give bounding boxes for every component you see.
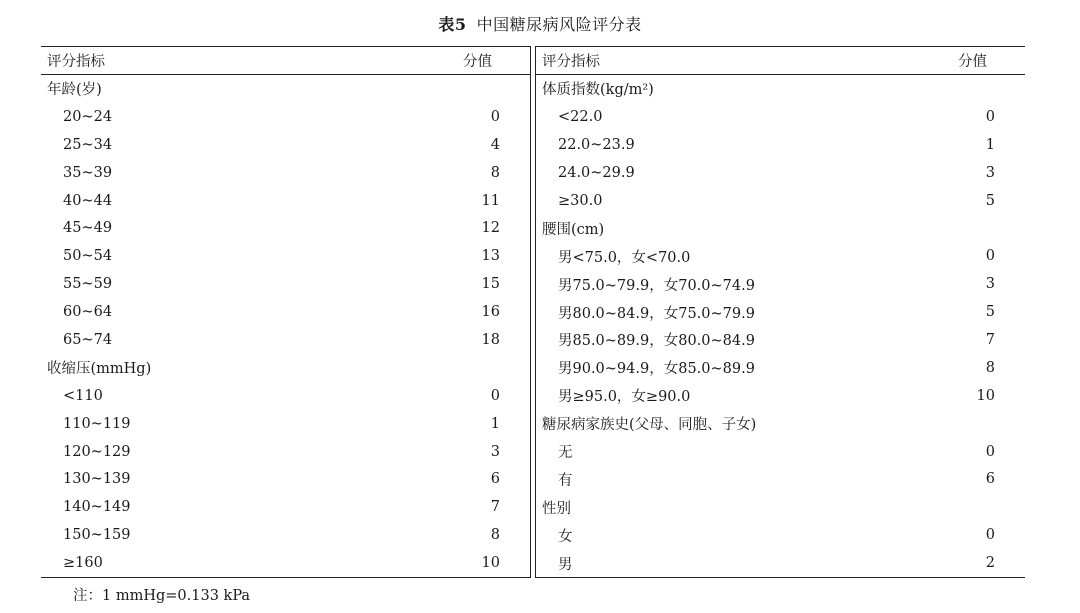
row-indicator: <22.0	[558, 108, 603, 125]
table-row	[41, 521, 530, 549]
row-score: 6	[490, 471, 500, 488]
right-table-panel	[536, 46, 1025, 578]
row-indicator: 男	[558, 556, 573, 573]
row-score: 11	[481, 192, 500, 209]
row-indicator: 男80.0~84.9，女75.0~79.9	[558, 305, 755, 322]
table-row	[41, 131, 530, 159]
table-row	[41, 438, 530, 466]
row-indicator: 糖尿病家族史(父母、同胞、子女)	[542, 417, 757, 434]
table-caption	[0, 13, 1080, 37]
row-indicator: 60~64	[63, 304, 113, 321]
table-row	[536, 131, 1025, 159]
table-row	[536, 242, 1025, 270]
row-indicator: 性别	[542, 500, 571, 517]
row-indicator: 120~129	[63, 443, 131, 460]
row-indicator: ≥30.0	[558, 192, 603, 209]
row-indicator: 男≥95.0，女≥90.0	[558, 389, 691, 406]
table-row	[41, 382, 530, 410]
row-score: 15	[481, 276, 500, 293]
left-table-panel	[41, 46, 530, 578]
row-indicator: 体质指数(kg/m²)	[542, 82, 654, 99]
table-row	[536, 187, 1025, 215]
row-score: 0	[985, 443, 995, 460]
table-group-row	[536, 75, 1025, 103]
row-indicator: <110	[63, 387, 103, 404]
row-indicator: 45~49	[63, 220, 113, 237]
row-indicator: 150~159	[63, 527, 131, 544]
row-score: 3	[985, 276, 995, 293]
row-indicator: 男75.0~79.9，女70.0~74.9	[558, 277, 755, 294]
row-indicator: 无	[558, 445, 573, 462]
table-row	[536, 521, 1025, 549]
table-row	[41, 187, 530, 215]
row-score: 5	[985, 192, 995, 209]
table-row	[41, 410, 530, 438]
table-row	[536, 270, 1025, 298]
row-score: 8	[490, 527, 500, 544]
row-indicator: 男85.0~89.9，女80.0~84.9	[558, 333, 755, 350]
right-table-body	[536, 75, 1025, 577]
table-row	[41, 270, 530, 298]
table-group-row	[536, 493, 1025, 521]
left-header-row	[41, 47, 530, 75]
row-score: 1	[985, 136, 995, 153]
row-score: 16	[481, 304, 500, 321]
table-row	[536, 159, 1025, 187]
row-indicator: 40~44	[63, 192, 113, 209]
row-indicator: 男<75.0，女<70.0	[558, 249, 691, 266]
row-indicator: 110~119	[63, 415, 131, 432]
row-indicator: 25~34	[63, 136, 113, 153]
table-row	[41, 298, 530, 326]
row-score: 0	[985, 248, 995, 265]
left-table-body	[41, 75, 530, 577]
row-score: 10	[976, 387, 995, 404]
row-indicator: 20~24	[63, 108, 113, 125]
row-score: 8	[490, 164, 500, 181]
row-score: 7	[490, 499, 500, 516]
row-indicator: 65~74	[63, 331, 113, 348]
table-group-row	[536, 214, 1025, 242]
table-row	[41, 493, 530, 521]
table-row	[536, 549, 1025, 577]
row-score: 3	[490, 443, 500, 460]
row-indicator: 140~149	[63, 499, 131, 516]
table-row	[536, 103, 1025, 131]
left-header-indicator: 评分指标	[47, 54, 105, 70]
row-score: 18	[481, 331, 500, 348]
table-row	[536, 298, 1025, 326]
table-row	[41, 103, 530, 131]
table-row	[536, 382, 1025, 410]
row-score: 5	[985, 304, 995, 321]
row-score: 3	[985, 164, 995, 181]
left-header-score: 分值	[463, 54, 492, 70]
row-indicator: 有	[558, 472, 573, 489]
row-indicator: 50~54	[63, 248, 113, 265]
table-row	[41, 242, 530, 270]
row-score: 12	[481, 220, 500, 237]
row-indicator: 女	[558, 528, 573, 545]
table-row	[536, 354, 1025, 382]
row-score: 8	[985, 359, 995, 376]
table-number: 表5	[438, 15, 467, 34]
row-score: 4	[490, 136, 500, 153]
row-score: 2	[985, 555, 995, 572]
table-row	[536, 465, 1025, 493]
row-indicator: 24.0~29.9	[558, 164, 635, 181]
row-score: 0	[490, 387, 500, 404]
table-group-row	[536, 410, 1025, 438]
row-score: 10	[481, 555, 500, 572]
table-footnote: 注：1 mmHg=0.133 kPa	[73, 588, 251, 604]
table-group-row	[41, 354, 530, 382]
column-divider-left	[530, 46, 531, 578]
row-indicator: 22.0~23.9	[558, 136, 635, 153]
table-title: 中国糖尿病风险评分表	[476, 15, 642, 34]
table-group-row	[41, 75, 530, 103]
row-score: 0	[985, 108, 995, 125]
row-score: 6	[985, 471, 995, 488]
row-score: 1	[490, 415, 500, 432]
table-row	[41, 326, 530, 354]
table-row	[41, 465, 530, 493]
right-header-score: 分值	[958, 54, 987, 70]
row-score: 0	[985, 527, 995, 544]
row-indicator: 男90.0~94.9，女85.0~89.9	[558, 361, 755, 378]
table-row	[536, 438, 1025, 466]
row-indicator: ≥160	[63, 555, 103, 572]
table-row	[41, 549, 530, 577]
row-indicator: 腰围(cm)	[542, 221, 605, 238]
row-indicator: 130~139	[63, 471, 131, 488]
row-score: 7	[985, 331, 995, 348]
row-score: 13	[481, 248, 500, 265]
right-header-indicator: 评分指标	[542, 54, 600, 70]
table-row	[41, 214, 530, 242]
table-row	[536, 326, 1025, 354]
right-header-row	[536, 47, 1025, 75]
table-row	[41, 159, 530, 187]
row-indicator: 35~39	[63, 164, 113, 181]
row-score: 0	[490, 108, 500, 125]
row-indicator: 收缩压(mmHg)	[47, 361, 152, 378]
row-indicator: 55~59	[63, 276, 113, 293]
row-indicator: 年龄(岁)	[47, 82, 102, 99]
